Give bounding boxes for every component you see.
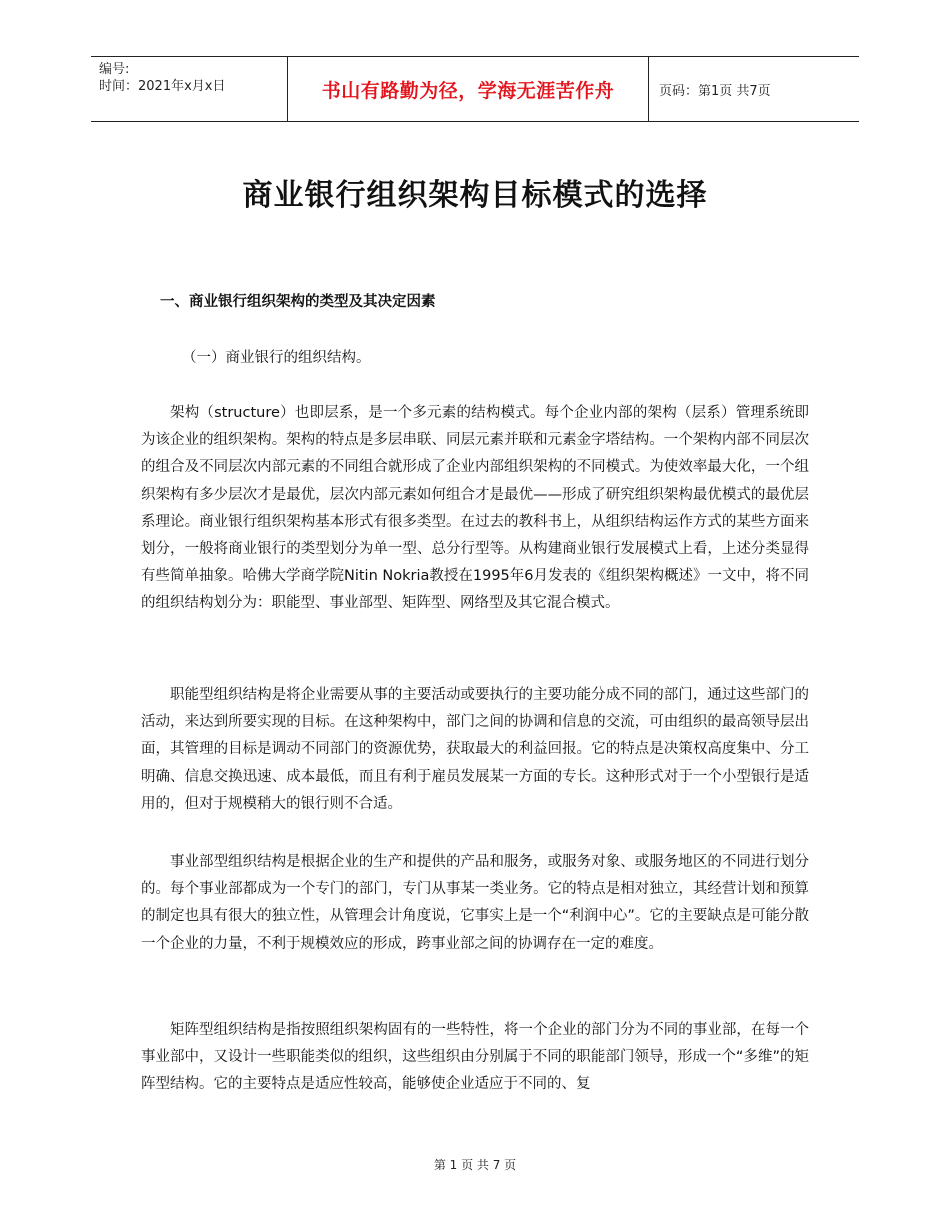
document-title: 商业银行组织架构目标模式的选择 <box>242 178 708 213</box>
page-footer: 第 1 页 共 7 页 <box>433 1158 517 1172</box>
header-page-info: 页码：第1页 共7页 <box>659 83 771 99</box>
header-meta <box>91 57 287 121</box>
section-heading: 一、商业银行组织架构的类型及其决定因素 <box>160 294 436 310</box>
paragraph-structure: 架构（structure）也即层系，是一个多元素的结构模式。每个企业内部的架构（层系）管理系统即为该企业的组织架构。架构的特点是多层串联、同层元素并联和元素金字塔结构。一个架构内部不同层次的组合及不同层次内部元素的不同组合就形成了企业内部组织架构的不同模式。为使效率最大化，一个组织架构有多少层次才是最优，层次内部元素如何组合才是最优——形成了研究组织架构最优模式的最优层系理论。商业银行组织架构基本形式有很多类型。在过去的教科书上，从组织结构运作方式的某些方面来划分，一般将商业银行的类型划分为单一型、总分行型等。从构建商业银行发展模式上看，上述分类显得有些简单抽象。哈佛大学商学院Nitin Nokria教授在1995年6月发表的《组织架构概述》一文中，将不同的组织结构划分为：职能型、事业部型、矩阵型、网络型及其它混合模式。 <box>141 405 810 612</box>
paragraph-divisional: 事业部型组织结构是根据企业的生产和提供的产品和服务，或服务对象、或服务地区的不同进行划分的。每个事业部都成为一个专门的部门，专门从事某一类业务。它的特点是相对独立，其经营计划和预算的制定也具有很大的独立性，从管理会计角度说，它事实上是一个“利润中心”。它的主要缺点是可能分散一个企业的力量，不利于规模效应的形成，跨事业部之间的协调存在一定的难度。 <box>141 854 809 952</box>
subsection-heading: （一）商业银行的组织结构。 <box>182 350 371 366</box>
paragraph-matrix: 矩阵型组织结构是指按照组织架构固有的一些特性，将一个企业的部门分为不同的事业部，在每一个事业部中，又设计一些职能类似的组织，这些组织由分别属于不同的职能部门领导，形成一个“多维”的矩阵型结构。它的主要特点是适应性较高，能够使企业适应于不同的、复 <box>141 1022 809 1093</box>
page-header <box>91 56 859 122</box>
header-motto: 书山有路勤为径，学海无涯苦作舟 <box>287 57 649 121</box>
document-time-label: 时间：2021年x月x日 <box>99 79 226 94</box>
paragraph-functional: 职能型组织结构是将企业需要从事的主要活动或要执行的主要功能分成不同的部门，通过这些部门的活动，来达到所要实现的目标。在这种架构中，部门之间的协调和信息的交流，可由组织的最高领导层出面，其管理的目标是调动不同部门的资源优势，获取最大的利益回报。它的特点是决策权高度集中、分工明确、信息交换迅速、成本最低，而且有利于雇员发展某一方面的专长。这种形式对于一个小型银行是适用的，但对于规模稍大的银行则不合适。 <box>141 687 809 812</box>
document-number-label: 编号: <box>99 62 130 77</box>
